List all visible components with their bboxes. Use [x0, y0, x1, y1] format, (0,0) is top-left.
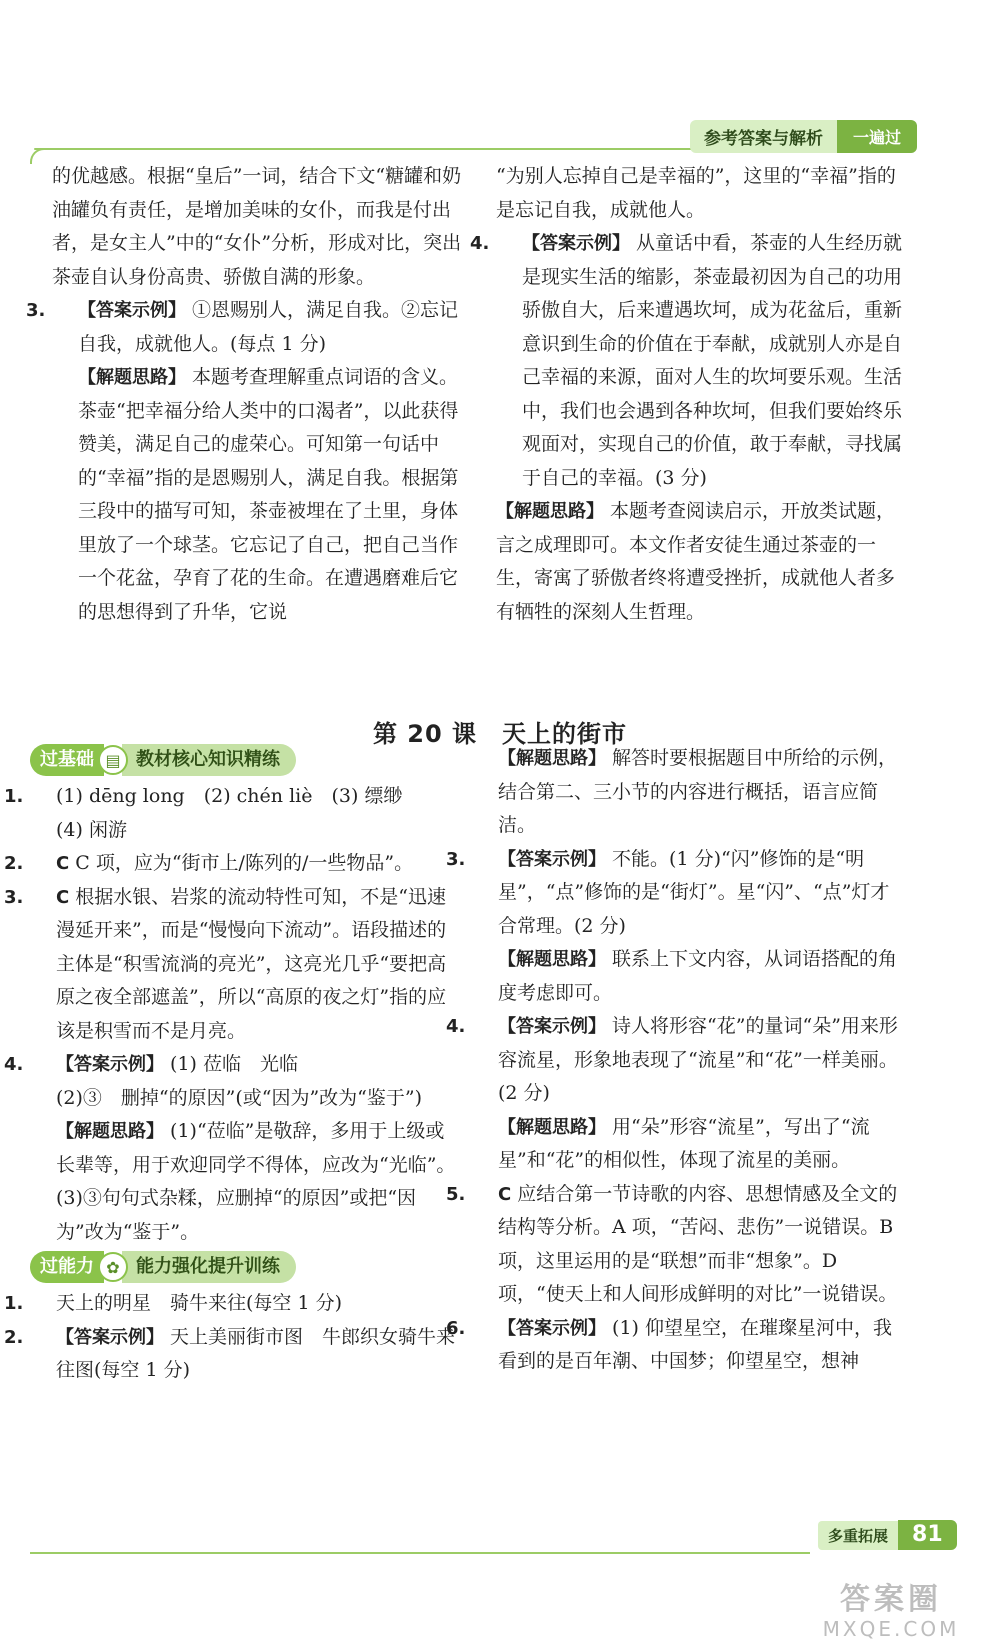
explanation-text: 联系上下文内容，从词语搭配的角度考虑即可。	[498, 948, 898, 1004]
question-number: 3.	[4, 886, 24, 908]
section-label: 过能力	[30, 1251, 104, 1283]
watermark-url: MXQE.COM	[822, 1617, 960, 1641]
question-6	[446, 1312, 904, 1379]
paragraph: 的优越感。根据“皇后”一词，结合下文“糖罐和奶油罐负有责任，是增加美味的女仆，而我是付出者，是女主人”中的“女仆”分析，形成对比，突出茶壶自认身份高贵、骄傲自满的形象。	[52, 165, 462, 288]
question-number: 6.	[446, 1317, 466, 1339]
explanation-label: 【解题思路】	[498, 1116, 606, 1138]
explanation-text: (1)“莅临”是敬辞，多用于上级或长辈等，用于欢迎同学不得体，应改为“光临”。(3)③句句式杂糅，应删掉“的原因”或把“因为”改为“鉴于”。	[56, 1120, 456, 1243]
question-number: 3.	[446, 848, 466, 870]
question-number: 2.	[4, 1326, 24, 1348]
explanation-label: 【解题思路】	[498, 748, 606, 769]
explanation	[472, 943, 904, 1010]
page-number: 81	[898, 1520, 957, 1550]
header-tag	[690, 120, 990, 152]
question-3	[26, 294, 462, 361]
bottom-right-column	[446, 742, 904, 1379]
watermark-logo	[796, 1582, 986, 1642]
answer-text: ①恩赐别人，满足自我。②忘记自我，成就他人。(每点 1 分)	[78, 299, 459, 355]
explanation-label: 【解题思路】	[496, 501, 604, 522]
answer-text: (1) 莅临 光临	[170, 1053, 299, 1075]
header-rule-curve	[30, 148, 46, 164]
question-1	[4, 1287, 462, 1321]
section-label: 过基础	[30, 744, 104, 776]
header-rule	[34, 148, 694, 150]
paragraph: “为别人忘掉自己是幸福的”，这里的“幸福”指的是忘记自我，成就他人。	[496, 165, 896, 221]
header-tag-text: 参考答案与解析	[690, 120, 837, 153]
explanation-label: 【解题思路】	[56, 1121, 164, 1142]
answer-text: (1) dēng long (2) chén liè (3) 缥缈	[56, 785, 403, 807]
header-brand: 一遍过	[837, 120, 917, 153]
question-2	[4, 1321, 462, 1388]
question-4	[446, 1010, 904, 1111]
explanation-text: 本题考查阅读启示，开放类试题，言之成理即可。本文作者安徒生通过茶壶的一生，寄寓了骄傲者终将遭受挫折，成就他人者多有牺牲的深刻人生哲理。	[496, 500, 896, 623]
question-number: 1.	[4, 786, 24, 807]
watermark-text: 答案圈	[840, 1582, 942, 1617]
explanation	[472, 742, 904, 843]
answer-label: 【答案示例】	[498, 1317, 606, 1339]
choice-answer: C	[56, 853, 70, 874]
question-number: 4.	[446, 1016, 466, 1037]
book-icon: ▤	[98, 745, 128, 775]
lesson-title: 第 20 课 天上的街市	[372, 720, 628, 748]
explanation-label: 【解题思路】	[78, 367, 186, 388]
question-4	[4, 1048, 462, 1082]
question-2	[4, 847, 462, 881]
answer-text: 天上的明星 骑牛来往(每空 1 分)	[56, 1292, 342, 1314]
medal-icon: ✿	[98, 1252, 128, 1282]
explanation-text: 本题考查理解重点词语的含义。茶壶“把幸福分给人类中的口渴者”，以此获得赞美，满足自己的虚荣心。可知第一句话中的“幸福”指的是恩赐别人，满足自我。根据第三段中的描写可知，茶壶被埋在了土里，身体里放了一个球茎。它忘记了自己，把自己当作一个花盆，孕育了花的生命。在遭遇磨难后它的思想得到了升华，它说	[78, 366, 459, 623]
answer-text: 天上美丽街市图 牛郎织女骑牛来往图(每空 1 分)	[56, 1325, 456, 1381]
explanation	[52, 361, 462, 629]
question-1	[4, 780, 462, 814]
question-4	[470, 227, 904, 495]
choice-answer: C	[56, 886, 70, 908]
answer-label: 【答案示例】	[78, 300, 186, 321]
footer-rule	[30, 1552, 810, 1554]
explanation	[496, 495, 904, 629]
footer-tag-text: 多重拓展	[818, 1521, 898, 1550]
explanation-label: 【解题思路】	[498, 949, 606, 970]
question-number: 1.	[4, 1293, 24, 1314]
answer-text: C 项，应为“街市上/陈列的/一些物品”。	[75, 852, 414, 874]
section-subtitle: 教材核心知识精练	[122, 744, 296, 776]
answer-label: 【答案示例】	[498, 1016, 606, 1037]
section-header-ability	[30, 1251, 462, 1283]
answer-label: 【答案示例】	[498, 848, 606, 870]
answer-text: 应结合第一节诗歌的内容、思想情感及全文的结构等分析。A 项，“苦闷、悲伤”一说错误。B 项，这里运用的是“联想”而非“想象”。D 项，“使天上和人间形成鲜明的对比”一说错误。	[498, 1182, 898, 1305]
top-left-column	[26, 160, 462, 629]
question-5	[446, 1178, 904, 1312]
bottom-left-column	[4, 742, 462, 1388]
top-right-column	[470, 160, 904, 629]
explanation	[30, 1115, 462, 1249]
answer-text: 诗人将形容“花”的量词“朵”用来形容流星，形象地表现了“流星”和“花”一样美丽。(2 分)	[498, 1015, 898, 1104]
question-number: 5.	[446, 1183, 466, 1205]
answer-text: 根据水银、岩浆的流动特性可知，不是“迅速漫延开来”，而是“慢慢向下流动”。语段描述的主体是“积雪流淌的亮光”，这亮光几乎“要把高原之夜全部遮盖”，所以“高原的夜之灯”指的应该是积雪而不是月亮。	[56, 885, 447, 1042]
question-3	[446, 843, 904, 944]
answer-text: 不能。(1 分)“闪”修饰的是“明星”，“点”修饰的是“街灯”。星“闪”、“点”灯才合常理。(2 分)	[498, 847, 890, 937]
explanation-text: 解答时要根据题目中所给的示例，结合第二、三小节的内容进行概括，语言应简洁。	[498, 747, 898, 836]
question-number: 4.	[4, 1054, 24, 1075]
choice-answer: C	[498, 1183, 512, 1205]
answer-text-continued: (4) 闲游	[56, 818, 127, 841]
answer-text-continued: (2)③ 删掉“的原因”(或“因为”改为“鉴于”)	[56, 1086, 423, 1109]
answer-label: 【答案示例】	[522, 233, 630, 254]
question-number: 4.	[470, 233, 490, 254]
question-number: 3.	[26, 300, 46, 321]
explanation	[472, 1111, 904, 1178]
explanation-text: 用“朵”形容“流星”，写出了“流星”和“花”的相似性，体现了流星的美丽。	[498, 1115, 870, 1171]
section-header-basics	[30, 744, 462, 776]
answer-label: 【答案示例】	[56, 1326, 164, 1348]
question-number: 2.	[4, 853, 24, 874]
section-subtitle: 能力强化提升训练	[122, 1251, 296, 1283]
footer-tag	[818, 1520, 957, 1550]
answer-text: (1) 仰望星空，在璀璨星河中，我看到的是百年潮、中国梦；仰望星空，想神	[498, 1316, 893, 1372]
question-3	[4, 881, 462, 1049]
answer-label: 【答案示例】	[56, 1054, 164, 1075]
answer-text: 从童话中看，茶壶的人生经历就是现实生活的缩影，茶壶最初因为自己的功用骄傲自大，后来遭遇坎坷，成为花盆后，重新意识到生命的价值在于奉献，成就别人亦是自己幸福的来源，面对人生的坎坷要乐观。生活中，我们也会遇到各种坎坷，但我们要始终乐观面对，实现自己的价值，敢于奉献，寻找属于自己的幸福。(3 分)	[522, 232, 903, 489]
